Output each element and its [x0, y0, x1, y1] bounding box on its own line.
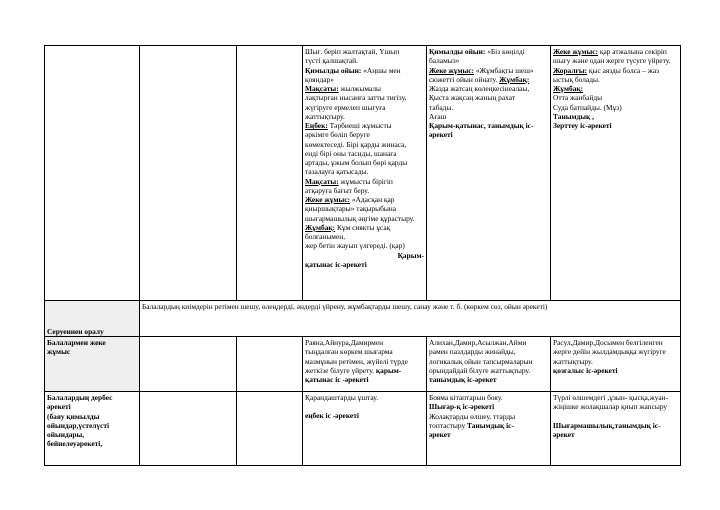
individual-work-label-cell: Балалармен жеке жұмыс — [45, 337, 140, 392]
return-from-walk-row — [45, 301, 681, 337]
return-text: Балалардың киімдерін ретімен шешу, өлеңдерді, әндерді үйрену, жұмбақтарды шешу, санау және т. б. (көркем сөз, ойын әрекеті) — [142, 302, 548, 311]
row1-monday-cell: Шығ. беріп жалтақтай, Үшып түсті қалшақтай. Қимылды ойын: «Аңшы мен қояндар» Мақсаты: жылжымалы лақтырған нысанға затты тигізу, жүгіруге ермелеп шығуға жаттықтыру. Еңбек: Тәрбиеші жұмысты әркімге бөліп беруге көмектеседі. Бірі қарды жинаса, енді бірі оны тасиды, шанаға артады, ұжым болып бөрі қарды тазалауға қатысады. Мақсаты: жұмысты бірігіп атқаруға бағыт беру. Жеке жұмыс: «Адасқан қар қиыршықтары» тақырыбына шығармашылық әңгіме құрастыру. Жұмбақ: Кұм сиякты ұсақ болғанымен, жер бетін жауып үлгереді. (қар) Қарым- қатынас іс-әрекеті — [303, 46, 427, 301]
schedule-table — [44, 45, 681, 466]
row3-col3-cell — [237, 337, 303, 392]
row4-col2-cell — [140, 392, 237, 466]
independent-activity-row — [45, 392, 681, 466]
row1-tuesday-cell: Қимылды ойын: «Біз көңілді баламыз» Жеке жұмыс: «Жұмбақты шеш» сюжетті ойын ойнату. Жұмбақ: Жазда жатсаң көлеңкесінеалаы, Қыста жақсаң жаның рахат табады. Ағаш Қарым-қатынас, танымдық іс-әрекеті — [427, 46, 551, 301]
row1-col3-cell — [237, 46, 303, 301]
row1-col2-cell — [140, 46, 237, 301]
row1-wednesday-cell: Жеке жұмыс: қар атжалына секіріп шығу және одан жерге түсуге үйрету. Жоралғы: қыс аязды болса – жаз ыстық болады. Жұмбақ: Отта жанбайды Суда батпайды. (Мұз) Танымдық , Зерттеу іс-әрекеті — [551, 46, 681, 301]
riddle-label: Жұмбақ: — [305, 222, 336, 232]
row4-tuesday-cell: Бояма кітаптарын бояу. Шығар-қ іс-әрекеті Жолақтарды өлшеу, ттарды топтастыру Танымдық іс- әрекет — [427, 392, 551, 466]
row1-label-cell — [45, 46, 140, 301]
return-label-cell — [45, 301, 140, 337]
individual-work-row — [45, 337, 681, 392]
poem-line-2: түсті қалшақтай. — [305, 56, 358, 66]
row4-col3-cell — [237, 392, 303, 466]
individual-work-label: Жеке жұмыс: — [305, 195, 351, 204]
row4-wednesday-cell: Түрлі өлшемдегі ,ұзын- қысқа,жуан- жіңішке жолақшалар қиып жапсыру Шығармашылық,танымдық іс- әрекет — [551, 392, 681, 466]
work-label: Еңбек: — [305, 121, 328, 130]
row3-wednesday-cell: Расул,Дамир,Досымен белгіленген жерге дейін жылдамдыққа жүгіруге жаттықтыру. қозғалыс іс-әрекеті — [551, 337, 681, 392]
independent-activity-label-cell: Балалардың дербес әрекеті (баяу қимылды ойындар,үстелүсті ойындары, бейнелеуәрекеті, — [45, 392, 140, 466]
walk-activities-row — [45, 46, 681, 301]
return-label: Серуеннен оралу — [47, 326, 104, 336]
poem-line-1: Шығ. беріп жалтақтай, Үшып — [305, 47, 400, 56]
goal-label: Мақсаты: — [305, 84, 339, 93]
return-text-cell — [140, 301, 681, 337]
row3-monday-cell: Раяна,Айнура,Дамирмен тыңдалған көркем шығарма мазмұнын ретімен, жүйелі түрде жеткізе білуге үйрету. қарым- қатынас іс -әрекеті — [303, 337, 427, 392]
row3-col2-cell — [140, 337, 237, 392]
game-label: Қимылды ойын: — [305, 65, 362, 75]
row3-tuesday-cell: Алихан,Дамир,Асылжан,Айми рамен пазлдарды жинайды, логикалық ойын тапсырмаларын орындайдай білуге жаттықтыру. танымдық іс-әрекет — [427, 337, 551, 392]
row4-monday-cell: Қарандаштарды ұштау. еңбек іс -әрекеті — [303, 392, 427, 466]
